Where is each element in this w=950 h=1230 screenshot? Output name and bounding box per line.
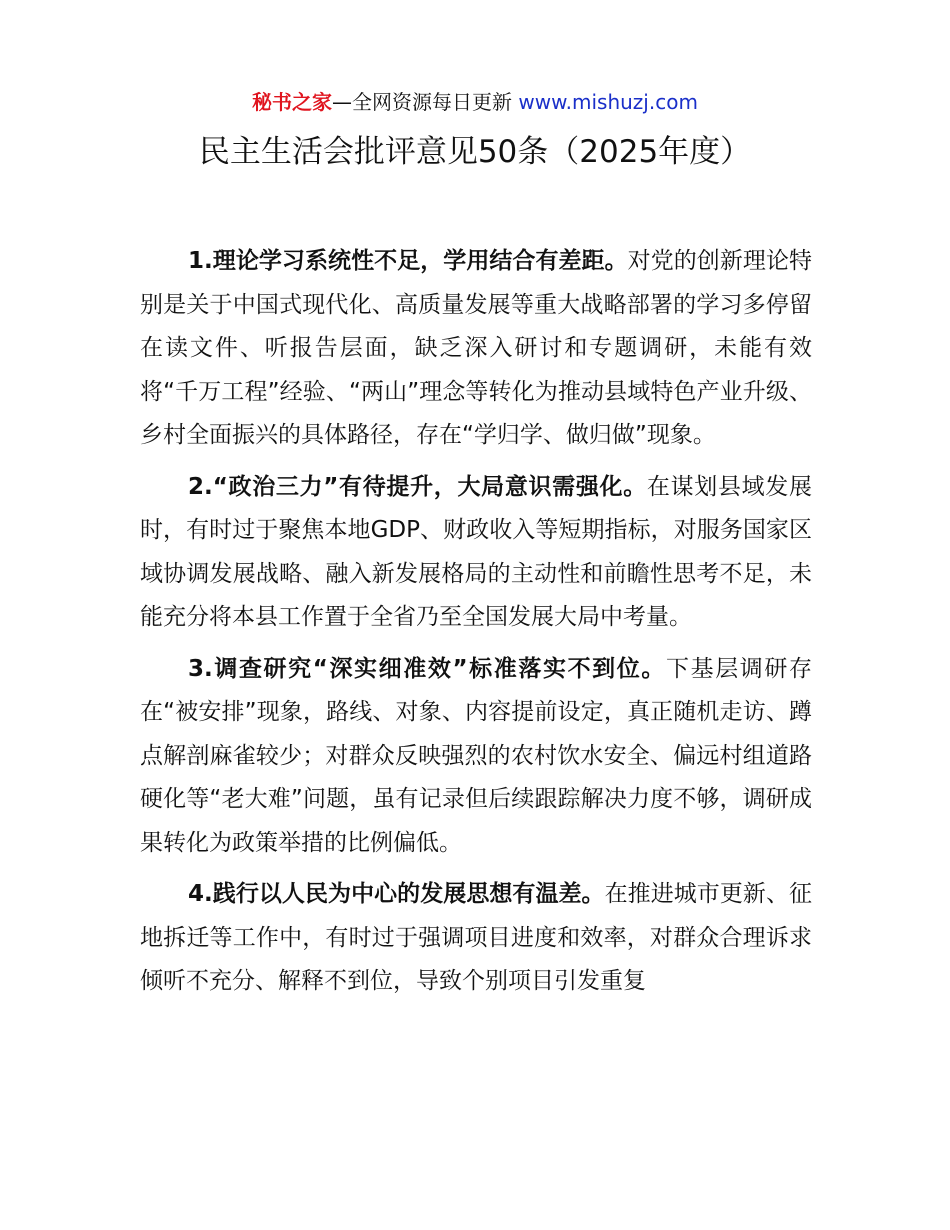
item-body: 对党的创新理论特别是关于中国式现代化、高质量发展等重大战略部署的学习多停留在读文件、听报告层面，缺乏深入研讨和专题调研，未能有效将“千万工程”经验、“两山”理念等转化为推动县域特色产业升级、乡村全面振兴的具体路径，存在“学归学、做归做”现象。 <box>140 248 812 448</box>
item-heading: 3.调查研究“深实细准效”标准落实不到位。 <box>188 655 666 682</box>
site-tagline: —全网资源每日更新 <box>332 90 519 114</box>
item-heading: 4.践行以人民为中心的发展思想有温差。 <box>188 881 605 907</box>
item-body: 在推进城市更新、征地拆迁等工作中，有时过于强调项目进度和效率，对群众合理诉求倾听不充分、解释不到位，导致个别项目引发重复 <box>140 881 812 994</box>
item-heading: 1.理论学习系统性不足，学用结合有差距。 <box>188 248 628 274</box>
document-body <box>140 240 812 1012</box>
item-body: 下基层调研存在“被安排”现象，路线、对象、内容提前设定，真正随机走访、蹲点解剖麻雀较少；对群众反映强烈的农村饮水安全、偏远村组道路硬化等“老大难”问题，虽有记录但后续跟踪解决力度不够，调研成果转化为政策举措的比例偏低。 <box>140 655 813 856</box>
site-banner <box>0 88 950 116</box>
item-heading: 2.“政治三力”有待提升，大局意识需强化。 <box>188 473 647 500</box>
document-title: 民主生活会批评意见50条（2025年度） <box>198 134 752 170</box>
criticism-item-3 <box>140 648 812 866</box>
item-body: 在谋划县域发展时，有时过于聚焦本地GDP、财政收入等短期指标，对服务国家区域协调发展战略、融入新发展格局的主动性和前瞻性思考不足，未能充分将本县工作置于全省乃至全国发展大局中考量。 <box>140 473 812 630</box>
site-url-link[interactable]: www.mishuzj.com <box>518 90 698 114</box>
site-brand: 秘书之家 <box>252 90 333 114</box>
criticism-item-2 <box>140 466 812 640</box>
criticism-item-1 <box>140 240 812 458</box>
criticism-item-4 <box>140 873 812 1004</box>
